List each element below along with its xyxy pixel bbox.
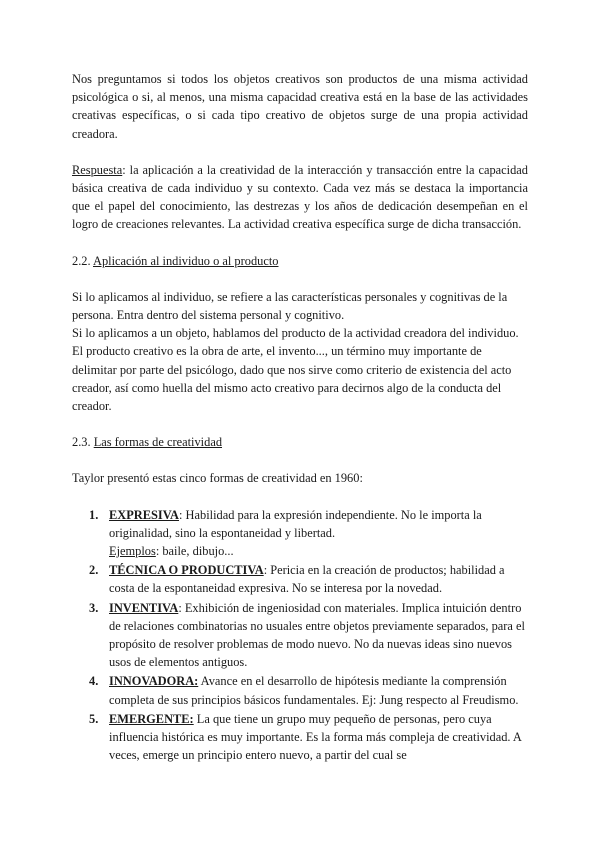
section-2-2-number: 2.2.: [72, 253, 93, 268]
section-2-2-title: Aplicación al individuo o al producto: [93, 253, 279, 268]
list-item-description: : Habilidad para la expresión independiente. No le importa la originalidad, sino la espontaneidad y libertad.: [109, 507, 482, 540]
list-item: [72, 710, 528, 765]
list-item-term: TÉCNICA O PRODUCTIVA: [109, 563, 264, 578]
section-2-3-heading: [72, 433, 528, 451]
list-item: [72, 672, 528, 708]
example-label: Ejemplos: [109, 544, 156, 559]
intro-paragraph: Nos preguntamos si todos los objetos creativos son productos de una misma actividad psicológica o si, al menos, una misma capacidad creativa está en la base de las actividades creativas específicas, o si cada tipo creativo de objetos surge de una propia actividad creadora.: [72, 72, 528, 141]
respuesta-text: : la aplicación a la creatividad de la interacción y transacción entre la capacidad básica creativa de cada individuo y su contexto. Cada vez más se destaca la importancia que el papel del conocimiento, las destrezas y los años de dedicación desempeñan en el logro de creaciones relevantes. La actividad creativa específica surge de dicha transacción.: [72, 162, 528, 232]
section-2-2-paragraph-2: Si lo aplicamos a un objeto, hablamos del producto de la actividad creadora del individuo. El producto creativo es la obra de arte, el invento..., un término muy importante de delimitar por parte del psicólogo, dado que nos sirve como criterio de existencia del acto creador, así como huella del mismo acto creativo para decirnos algo de la conducta del creador.: [72, 326, 519, 414]
list-item: [72, 506, 528, 561]
respuesta-label: Respuesta: [72, 162, 123, 177]
list-item-description: La que tiene un grupo muy pequeño de personas, pero cuya influencia histórica es muy importante. Es la forma más compleja de creatividad. A veces, emerge un principio entero nuevo, a partir del cual se: [109, 711, 522, 763]
list-item-term: INVENTIVA: [109, 600, 179, 615]
list-item-description: : Exhibición de ingeniosidad con materiales. Implica intuición dentro de relaciones combinatorias no usuales entre objetos previamente separados, para el propósito de resolver problemas de modo nuevo. No da nuevas ideas sino nuevos usos de elementos antiguos.: [109, 600, 525, 670]
section-2-2-paragraph-1: Si lo aplicamos al individuo, se refiere a las características personales y cognitivas de la persona. Entra dentro del sistema personal y cognitivo.: [72, 289, 508, 323]
list-item-term: EXPRESIVA: [109, 507, 180, 522]
example-text: : baile, dibujo...: [155, 544, 234, 559]
list-item: [72, 561, 528, 597]
section-2-3-number: 2.3.: [72, 435, 94, 450]
list-item-example: [109, 542, 528, 560]
section-2-2-heading: [72, 252, 528, 270]
respuesta-paragraph: [72, 161, 528, 234]
list-item-term: INNOVADORA:: [109, 674, 199, 689]
list-item-number: 2.: [89, 563, 99, 578]
list-item-number: 4.: [89, 674, 99, 689]
list-item-description: Avance en el desarrollo de hipótesis mediante la comprensión completa de sus principios básicos fundamentales. Ej: Jung respecto al Freudismo.: [109, 674, 519, 707]
document-page: [72, 70, 528, 766]
list-item-description: : Pericia en la creación de productos; habilidad a costa de la espontaneidad expresiva. No se interesa por la novedad.: [109, 563, 505, 596]
list-item-number: 1.: [89, 507, 99, 522]
list-item-number: 5.: [89, 711, 99, 726]
section-2-3-intro: Taylor presentó estas cinco formas de creatividad en 1960:: [72, 471, 363, 486]
section-2-3-title: Las formas de creatividad: [93, 435, 223, 450]
list-item: [72, 599, 528, 672]
list-item-term: EMERGENTE:: [109, 711, 194, 726]
creativity-forms-list: [72, 506, 528, 765]
list-item-number: 3.: [89, 600, 99, 615]
